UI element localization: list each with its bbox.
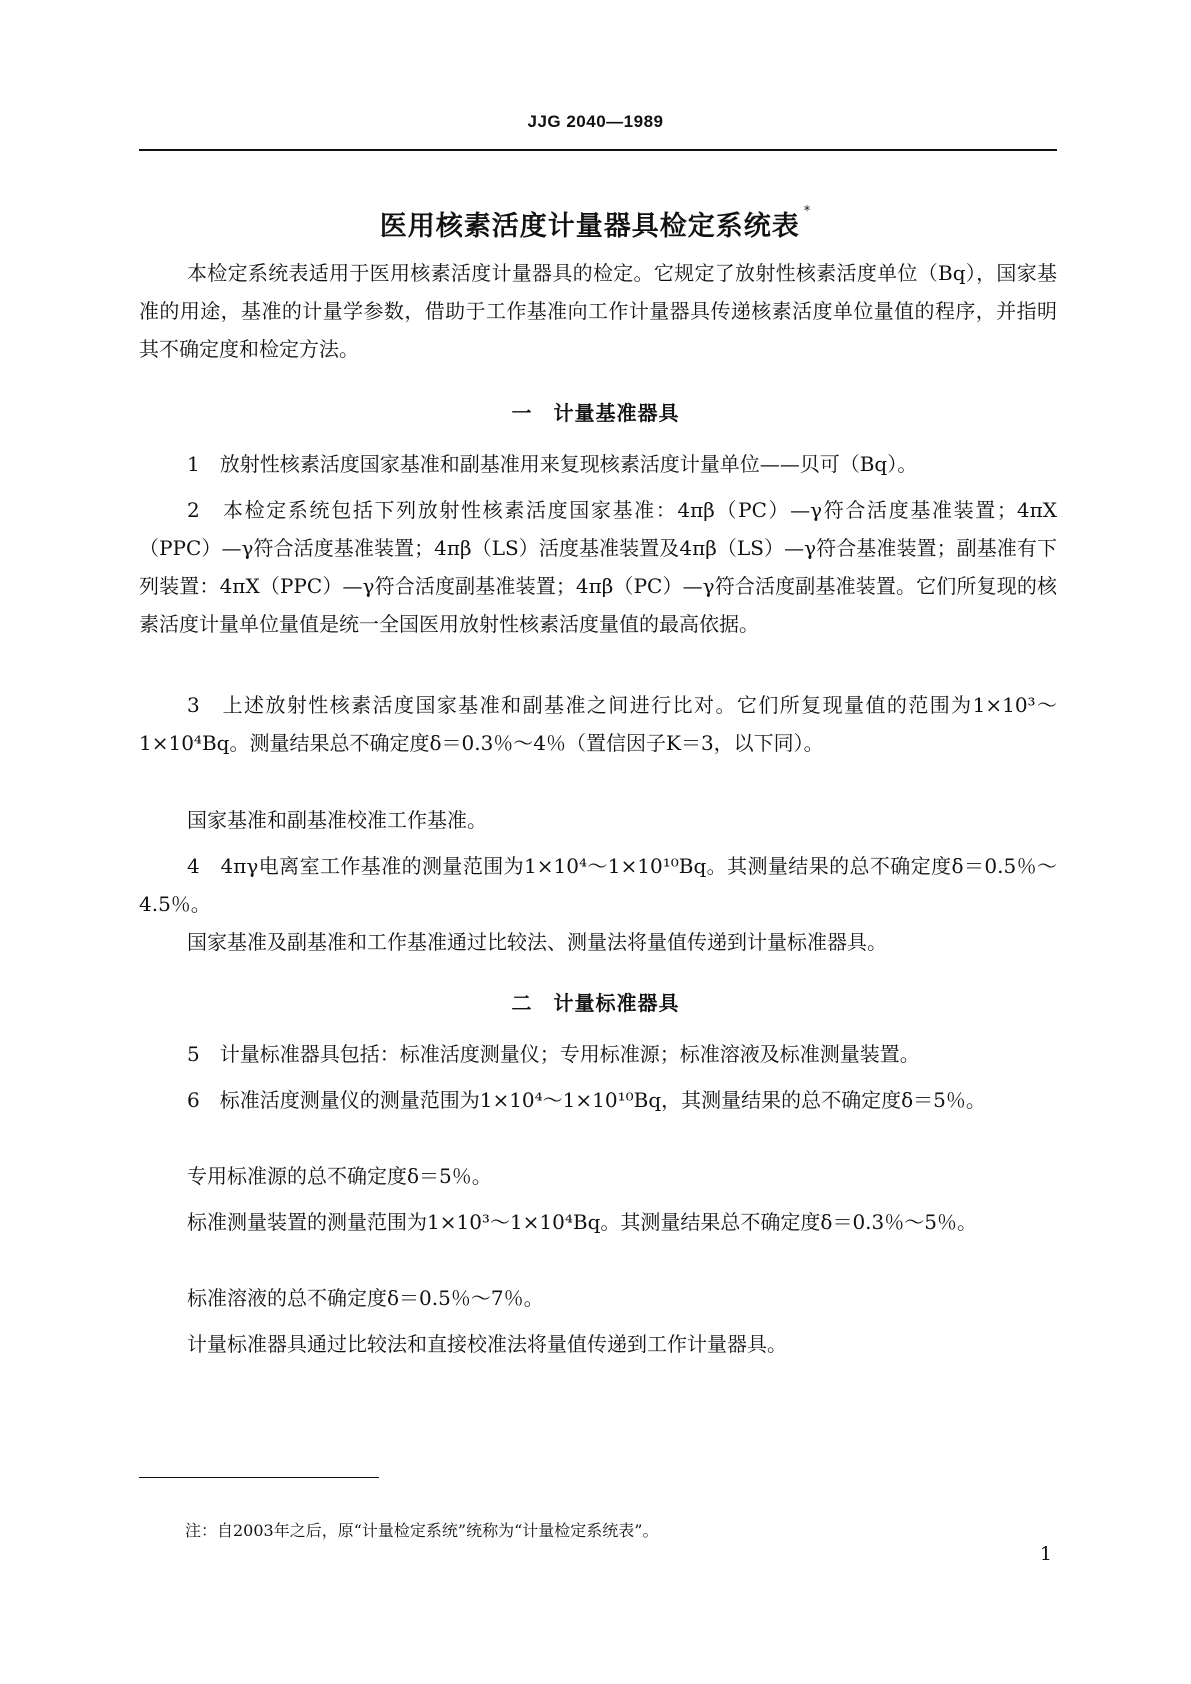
paragraph-calibrate-working: 国家基准和副基准校准工作基准。: [187, 808, 487, 832]
paragraph-measuring-device: 标准测量装置的测量范围为1×10³～1×10⁴Bq。其测量结果总不确定度δ＝0.3％～5％。: [187, 1210, 977, 1234]
clause-4: 4 4πγ电离室工作基准的测量范围为1×10⁴～1×10¹⁰Bq。其测量结果的总不确定度δ＝0.5％～4.5％。: [139, 854, 1057, 916]
clause-3: 3 上述放射性核素活度国家基准和副基准之间进行比对。它们所复现量值的范围为1×10³～1×10⁴Bq。测量结果总不确定度δ＝0.3％～4％（置信因子K＝3，以下同）。: [139, 693, 1057, 755]
clause-6: 6 标准活度测量仪的测量范围为1×10⁴～1×10¹⁰Bq，其测量结果的总不确定度δ＝5％。: [187, 1088, 986, 1112]
section-heading-2: 二 计量标准器具: [511, 991, 680, 1015]
paragraph-standard-solution: 标准溶液的总不确定度δ＝0.5％～7％。: [187, 1286, 544, 1310]
clause-2: 2 本检定系统包括下列放射性核素活度国家基准：4πβ（PC）—γ符合活度基准装置；4πX（PPC）—γ符合活度基准装置；4πβ（LS）活度基准装置及4πβ（LS）—γ符合基准装置；副基准有下列装置：4πX（PPC）—γ符合活度副基准装置；4πβ（PC）—γ符合活度副基准装置。它们所复现的核素活度计量单位量值是统一全国医用放射性核素活度量值的最高依据。: [139, 498, 1057, 636]
section-heading-1: 一 计量基准器具: [511, 401, 680, 425]
footnote: 注：自2003年之后，原“计量检定系统”统称为“计量检定系统表”。: [185, 1521, 659, 1540]
footnote-rule: [139, 1477, 379, 1478]
clause-1: 1 放射性核素活度国家基准和副基准用来复现核素活度计量单位——贝可（Bq）。: [187, 452, 918, 476]
paragraph-transfer-to-standards: 国家基准及副基准和工作基准通过比较法、测量法将量值传递到计量标准器具。: [187, 930, 887, 954]
document-title: [0, 204, 1191, 243]
document-code: JJG 2040—1989: [527, 112, 664, 131]
intro-paragraph: 本检定系统表适用于医用核素活度计量器具的检定。它规定了放射性核素活度单位（Bq），国家基准的用途，基准的计量学参数，借助于工作基准向工作计量器具传递核素活度单位量值的程序，并指明其不确定度和检定方法。: [139, 261, 1057, 361]
clause-5: 5 计量标准器具包括：标准活度测量仪；专用标准源；标准溶液及标准测量装置。: [187, 1042, 920, 1066]
paragraph-dedicated-source: 专用标准源的总不确定度δ＝5％。: [187, 1164, 492, 1188]
page-number: 1: [1039, 1543, 1052, 1565]
paragraph-transfer-to-working: 计量标准器具通过比较法和直接校准法将量值传递到工作计量器具。: [187, 1332, 787, 1356]
title-footnote-mark: *: [803, 204, 812, 219]
header-rule: [139, 149, 1057, 151]
title-text: 医用核素活度计量器具检定系统表: [379, 211, 800, 242]
